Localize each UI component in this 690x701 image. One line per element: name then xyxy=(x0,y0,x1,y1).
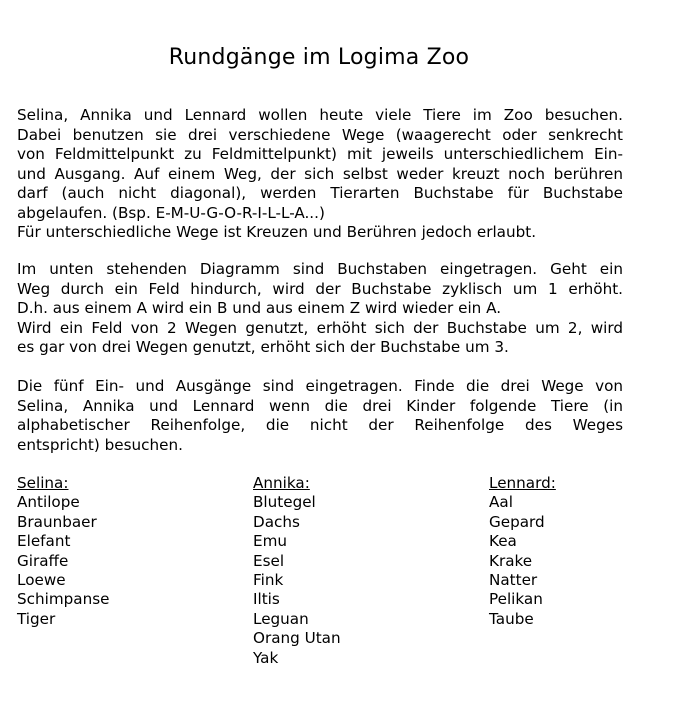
list-item: Braunbaer xyxy=(17,512,97,531)
list-item: Blutegel xyxy=(253,493,316,512)
list-heading: Selina: xyxy=(17,474,69,492)
page-title: Rundgänge im Logima Zoo xyxy=(168,45,470,70)
list-heading: Lennard: xyxy=(489,474,556,492)
list-item: Gepard xyxy=(489,512,545,531)
task-paragraph xyxy=(17,377,623,455)
animal-list-lennard xyxy=(489,474,556,629)
text-line: und Ausgang. Auf einem Weg, der sich selbst weder kreuzt noch berühren xyxy=(17,164,623,183)
text-line: Weg durch ein Feld hindurch, wird der Buchstabe zyklisch um 1 erhöht. xyxy=(17,279,623,298)
text-line: entspricht) besuchen. xyxy=(17,435,183,454)
text-line: darf (auch nicht diagonal), werden Tierarten Buchstabe für Buchstabe xyxy=(17,184,623,202)
text-line: Selina, Annika und Lennard wenn die drei Kinder folgende Tiere (in xyxy=(17,396,623,415)
text-line: von Feldmittelpunkt zu Feldmittelpunkt) mit jeweils unterschiedlichem Ein- xyxy=(17,145,623,163)
list-item: Dachs xyxy=(253,512,300,531)
list-item: Taube xyxy=(489,609,534,628)
text-line: abgelaufen. (Bsp. E-M-U-G-O-R-I-L-L-A...) xyxy=(17,203,325,222)
intro-paragraph xyxy=(17,106,623,243)
list-item: Fink xyxy=(253,571,284,590)
list-item: Loewe xyxy=(17,571,66,590)
list-item: Giraffe xyxy=(17,551,69,570)
text-line: alphabetischer Reihenfolge, die nicht der Reihenfolge des Weges xyxy=(17,416,623,434)
list-item: Tiger xyxy=(17,609,56,628)
list-item: Schimpanse xyxy=(17,590,110,609)
list-item: Pelikan xyxy=(489,590,543,609)
text-line: Im unten stehenden Diagramm sind Buchstaben eingetragen. Geht ein xyxy=(17,260,623,278)
list-item: Iltis xyxy=(253,590,280,609)
list-item: Leguan xyxy=(253,609,309,628)
list-heading: Annika: xyxy=(253,474,310,492)
diagram-rules-paragraph xyxy=(17,260,623,358)
text-line: D.h. aus einem A wird ein B und aus einem Z wird wieder ein A. xyxy=(17,299,502,317)
text-line: es gar von drei Wegen genutzt, erhöht sich der Buchstabe um 3. xyxy=(17,338,509,356)
list-item: Natter xyxy=(489,571,538,590)
text-line: Dabei benutzen sie drei verschiedene Wege (waagerecht oder senkrecht xyxy=(17,125,623,144)
list-item: Elefant xyxy=(17,532,71,551)
list-item: Orang Utan xyxy=(253,629,341,648)
list-item: Aal xyxy=(489,493,513,512)
list-item: Yak xyxy=(253,648,279,667)
list-item: Esel xyxy=(253,551,285,570)
text-line: Selina, Annika und Lennard wollen heute viele Tiere im Zoo besuchen. xyxy=(17,106,623,124)
list-item: Krake xyxy=(489,551,533,570)
list-item: Emu xyxy=(253,532,288,551)
text-line: Für unterschiedliche Wege ist Kreuzen und Berühren jedoch erlaubt. xyxy=(17,223,537,241)
text-line: Die fünf Ein- und Ausgänge sind eingetragen. Finde die drei Wege von xyxy=(17,377,623,395)
animal-list-annika xyxy=(253,474,341,668)
animal-list-selina xyxy=(17,474,109,629)
list-item: Kea xyxy=(489,532,517,551)
list-item: Antilope xyxy=(17,493,80,512)
text-line: Wird ein Feld von 2 Wegen genutzt, erhöht sich der Buchstabe um 2, wird xyxy=(17,318,623,337)
